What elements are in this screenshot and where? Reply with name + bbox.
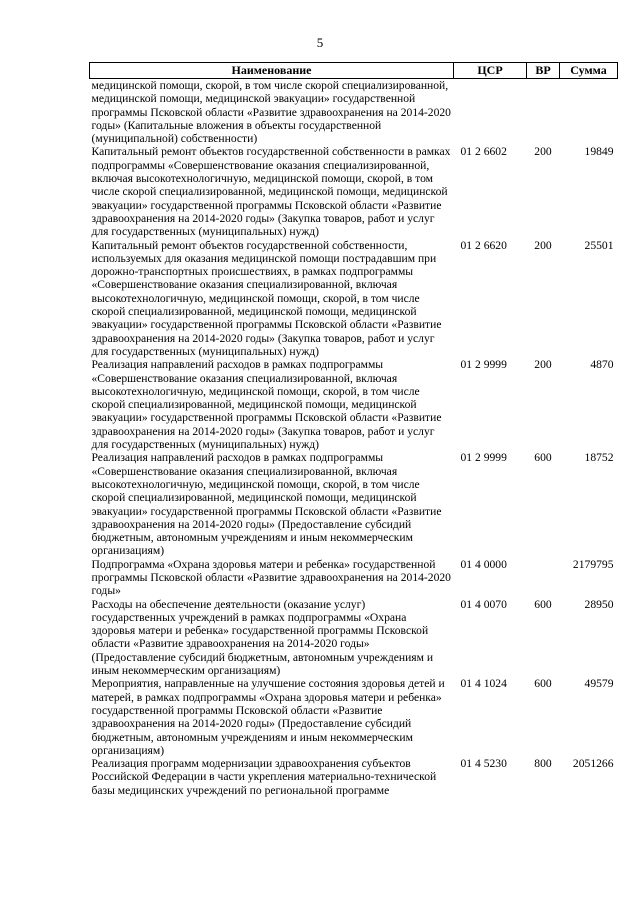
table-row bbox=[90, 677, 618, 757]
row-sum: 2051266 bbox=[572, 757, 614, 771]
table-row bbox=[90, 358, 618, 451]
row-vr: 800 bbox=[534, 757, 552, 771]
row-sum: 2179795 bbox=[572, 557, 614, 571]
row-csr: 01 4 1024 bbox=[460, 677, 507, 691]
table-row bbox=[90, 598, 618, 678]
row-name: Капитальный ремонт объектов государственной собственности, используемых для оказания медицинской помощи пострадавшим при дорожно-транспортных происшествиях, в рамках подпрограммы «Совершенствование оказания специализированной, включая высокотехнологичную, медицинской помощи, скорой, в том числе скорой специализированной, медицинской помощи, медицинской эвакуации» государственной программы Псковской области «Развитие здравоохранения на 2014-2020 годы» (Закупка товаров, работ и услуг для государственных (муниципальных) нужд) bbox=[91, 238, 442, 358]
row-name: Реализация направлений расходов в рамках подпрограммы «Совершенствование оказания специализированной, включая высокотехнологичную, медицинской помощи, скорой, в том числе скорой специализированной, медицинской помощи, медицинской эвакуации» государственной программы Псковской области «Развитие здравоохранения на 2014-2020 годы» (Закупка товаров, работ и услуг для государственных (муниципальных) нужд) bbox=[91, 358, 442, 452]
row-sum bbox=[560, 79, 618, 146]
row-vr: 200 bbox=[534, 145, 552, 159]
header-csr: ЦСР bbox=[454, 63, 527, 79]
table-row bbox=[90, 145, 618, 238]
row-sum: 49579 bbox=[584, 677, 614, 691]
row-name: Мероприятия, направленные на улучшение состояния здоровья детей и матерей, в рамках подпрограммы «Охрана здоровья матери и ребенка» государственной программы Псковской области «Развитие здравоохранения на 2014-2020 годы» (Предоставление субсидий бюджетным, автономным учреждениям и иным некоммерческим организациям) bbox=[91, 677, 445, 757]
row-sum: 4870 bbox=[590, 358, 614, 372]
table-row bbox=[90, 757, 618, 797]
row-vr: 600 bbox=[534, 597, 552, 611]
row-csr: 01 4 0000 bbox=[460, 557, 507, 571]
table-row bbox=[90, 239, 618, 359]
table-row bbox=[90, 79, 618, 146]
row-csr bbox=[454, 79, 527, 146]
row-vr bbox=[527, 558, 560, 598]
row-csr: 01 2 9999 bbox=[460, 358, 507, 372]
row-vr: 200 bbox=[534, 238, 552, 252]
table-header-row bbox=[90, 63, 618, 79]
row-sum: 19849 bbox=[584, 145, 614, 159]
row-csr: 01 2 9999 bbox=[460, 451, 507, 465]
row-csr: 01 2 6620 bbox=[460, 238, 507, 252]
row-name: медицинской помощи, скорой, в том числе скорой специализированной, медицинской помощи, медицинской эвакуации» государственной программы Псковской области «Развитие здравоохранения на 2014-2020 годы» (Капитальные вложения в объекты государственной (муниципальной) собственности) bbox=[91, 79, 451, 146]
row-vr: 600 bbox=[534, 677, 552, 691]
row-sum: 28950 bbox=[584, 597, 614, 611]
row-sum: 18752 bbox=[584, 451, 614, 465]
row-csr: 01 4 5230 bbox=[460, 757, 507, 771]
header-sum: Сумма bbox=[560, 63, 618, 79]
page-number: 5 bbox=[316, 35, 324, 50]
row-vr: 600 bbox=[534, 451, 552, 465]
row-vr bbox=[527, 79, 560, 146]
row-vr: 200 bbox=[534, 358, 552, 372]
budget-table bbox=[89, 62, 618, 797]
header-vr: ВР bbox=[527, 63, 560, 79]
row-sum: 25501 bbox=[584, 238, 614, 252]
table-row bbox=[90, 451, 618, 557]
row-name: Реализация направлений расходов в рамках подпрограммы «Совершенствование оказания специализированной, включая высокотехнологичную, медицинской помощи, скорой, в том числе скорой специализированной, медицинской помощи, медицинской эвакуации» государственной программы Псковской области «Развитие здравоохранения на 2014-2020 годы» (Предоставление субсидий бюджетным, автономным учреждениям и иным некоммерческим организациям) bbox=[91, 451, 442, 558]
row-csr: 01 2 6602 bbox=[460, 145, 507, 159]
row-name: Подпрограмма «Охрана здоровья матери и ребенка» государственной программы Псковской области «Развитие здравоохранения на 2014-2020 годы» bbox=[91, 557, 451, 598]
header-name: Наименование bbox=[90, 63, 454, 79]
row-name: Расходы на обеспечение деятельности (оказание услуг) государственных учреждений в рамках подпрограммы «Охрана здоровья матери и ребенка» государственной программы Псковской области «Развитие здравоохранения на 2014-2020 годы» (Предоставление субсидий бюджетным, автономным учреждениям и иным некоммерческим организациям) bbox=[91, 597, 434, 678]
row-name: Реализация программ модернизации здравоохранения субъектов Российской Федерации в части укрепления материально-технической базы медицинских учреждений по региональной программе bbox=[91, 757, 437, 797]
table-row bbox=[90, 558, 618, 598]
row-csr: 01 4 0070 bbox=[460, 597, 507, 611]
row-name: Капитальный ремонт объектов государственной собственности в рамках подпрограммы «Совершенствование оказания специализированной, включая высокотехнологичную, медицинской помощи, скорой, в том числе скорой специализированной, медицинской помощи, медицинской эвакуации» государственной программы Псковской области «Развитие здравоохранения на 2014-2020 годы» (Закупка товаров, работ и услуг для государственных (муниципальных) нужд) bbox=[91, 145, 451, 239]
